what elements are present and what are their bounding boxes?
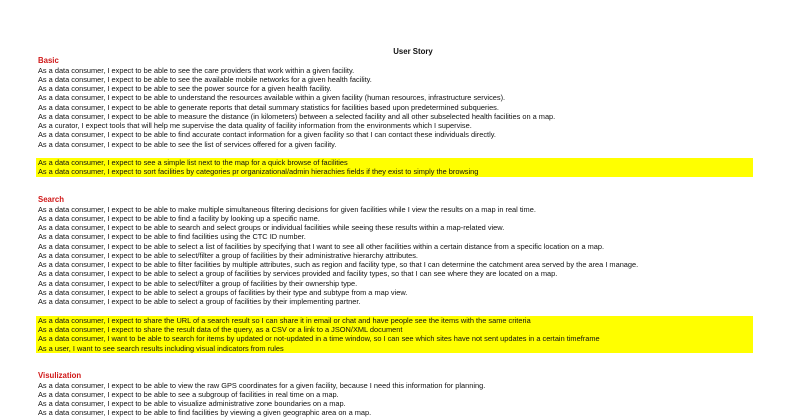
story-row: As a data consumer, I expect to be able to find facilities using the CTC ID number. — [38, 232, 306, 242]
story-row: As a data consumer, I expect to be able to select/filter a group of facilities by their ownership type. — [38, 278, 358, 288]
story-row: As a data consumer, I expect to be able to filter facilities by multiple attributes, such as region and facility type, so that I can determine the catchment area served by the area I manage. — [38, 260, 639, 270]
story-row: As a data consumer, I expect to be able to find a facility by looking up a specific name. — [38, 213, 320, 223]
blank-row — [36, 353, 753, 362]
story-row: As a data consumer, I expect to be able to generate reports that detail summary statistics for facilities based upon predetermined subqueries. — [38, 102, 499, 112]
story-row: As a data consumer, I expect to be able to find accurate contact information for a given facility so that I can contact these individuals directly. — [38, 130, 496, 140]
story-row: As a data consumer, I expect to be able to visualize administrative zone boundaries on a map. — [38, 399, 346, 409]
story-row: As a data consumer, I expect to be able to see the care providers that work within a given facility. — [38, 65, 355, 75]
story-row: As a data consumer, I expect to be able to see the available mobile networks for a given health facility. — [38, 74, 372, 84]
blank-row — [36, 186, 753, 195]
story-row: As a data consumer, I expect to be able to select/filter a group of facilities by their administrative hierarchy attributes. — [38, 250, 418, 260]
highlighted-story-row: As a data consumer, I expect to sort facilities by categories pr organizational/admin hierachies fields if they exist to simply the browsing — [36, 167, 753, 176]
highlighted-story-row: As a data consumer, I want to be able to search for items by updated or not-updated in a time window, so I can see which sites have not sent updates in a certain timeframe — [36, 334, 753, 343]
story-row: As a data consumer, I expect to be able to view the raw GPS coordinates for a given facility, because I need this information for planning. — [38, 380, 486, 390]
story-row: As a data consumer, I expect to be able to make multiple simultaneous filtering decisions for given facilities while I view the results on a map in real time. — [38, 204, 536, 214]
section-heading: Visulization — [38, 371, 82, 381]
story-row: As a data consumer, I expect to be able to search and select groups or individual facilities while seeing these results within a map-related view. — [38, 223, 505, 233]
story-row: As a data consumer, I expect to be able to select a groups of facilities by their type and subtype from a map view. — [38, 287, 408, 297]
highlighted-story-row: As a data consumer, I expect to see a simple list next to the map for a quick browse of facilities — [36, 158, 753, 167]
section-heading: Basic — [38, 56, 59, 66]
story-row: As a curator, I expect tools that will help me supervise the data quality of facility information from the environments which I supervise. — [38, 121, 472, 131]
blank-row — [36, 149, 753, 158]
blank-row — [36, 362, 753, 371]
highlighted-story-row: As a data consumer, I expect to share the result data of the query, as a CSV or a link to a JSON/XML document — [36, 325, 753, 334]
story-row: As a data consumer, I expect to be able to see the power source for a given health facility. — [38, 84, 332, 94]
section-heading: Search — [38, 195, 65, 205]
highlighted-story-row: As a data consumer, I expect to share the URL of a search result so I can share it in email or chat and have people see the items with the same criteria — [36, 316, 753, 325]
blank-row — [36, 306, 753, 315]
sheet-title: User Story — [393, 47, 433, 56]
user-story-sheet — [36, 47, 753, 418]
story-row: As a data consumer, I expect to be able to understand the resources available within a given facility (human resources, infrastructure services). — [38, 93, 506, 103]
blank-row — [36, 177, 753, 186]
story-row: As a data consumer, I expect to be able to select a group of facilities by services provided and facility types, so that I can see where they are located on a map. — [38, 269, 558, 279]
story-row: As a data consumer, I expect to be able to select a group of facilities by their implementing partner. — [38, 297, 361, 307]
story-row: As a data consumer, I expect to be able to select a list of facilities by specifying that I want to see all other facilities within a certain distance from a specific location on a map. — [38, 241, 605, 251]
story-row: As a data consumer, I expect to be able to see a subgroup of facilities in real time on a map. — [38, 389, 339, 399]
story-row: As a data consumer, I expect to be able to find facilities by viewing a given geographic area on a map. — [38, 408, 372, 418]
highlighted-story-row: As a user, I want to see search results including visual indicators from rules — [36, 344, 753, 353]
story-row: As a data consumer, I expect to be able to see the list of services offered for a given facility. — [38, 139, 337, 149]
story-row: As a data consumer, I expect to be able to measure the distance (in kilometers) between a selected facility and all other subselected health facilities on a map. — [38, 111, 556, 121]
